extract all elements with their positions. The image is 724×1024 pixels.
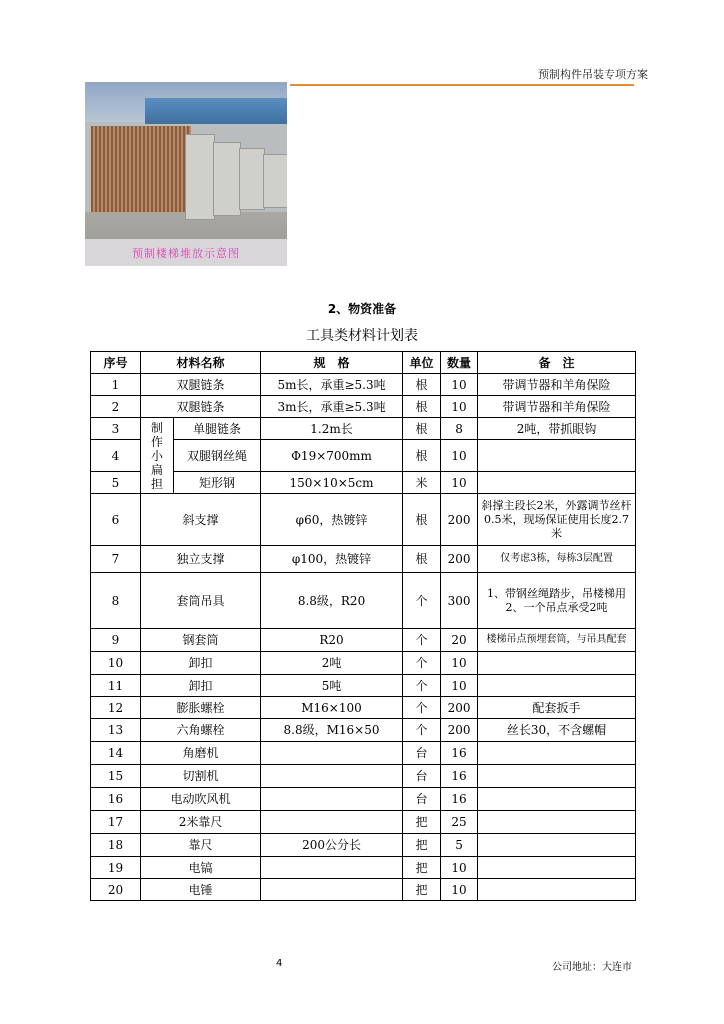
row-note: 2吨，带抓眼钩 <box>478 418 636 440</box>
group-label: 制 作 小 扁 担 <box>141 418 174 494</box>
row-no: 8 <box>91 573 141 629</box>
row-note <box>478 879 636 901</box>
row-qty: 16 <box>441 788 478 811</box>
table-row <box>91 675 636 697</box>
row-spec <box>261 879 403 901</box>
header-no: 序号 <box>91 352 141 374</box>
row-spec: 2吨 <box>261 652 403 675</box>
row-qty: 16 <box>441 742 478 765</box>
table-row <box>91 573 636 629</box>
row-qty: 10 <box>441 879 478 901</box>
header-divider <box>290 84 634 86</box>
row-spec: Φ19×700mm <box>261 440 403 472</box>
row-qty: 10 <box>441 857 478 879</box>
row-no: 15 <box>91 765 141 788</box>
row-note <box>478 440 636 472</box>
photo-stair-panel <box>213 142 241 216</box>
row-name: 六角螺栓 <box>141 719 261 742</box>
row-note <box>478 742 636 765</box>
table-row <box>91 418 636 440</box>
row-spec <box>261 811 403 834</box>
row-name: 双腿钢丝绳 <box>174 440 261 472</box>
row-qty: 10 <box>441 652 478 675</box>
row-unit: 根 <box>403 546 441 573</box>
table-row <box>91 879 636 901</box>
row-note <box>478 857 636 879</box>
row-name: 靠尺 <box>141 834 261 857</box>
row-name: 电镐 <box>141 857 261 879</box>
row-unit: 把 <box>403 811 441 834</box>
table-row <box>91 834 636 857</box>
row-spec: 8.8级，R20 <box>261 573 403 629</box>
row-spec: M16×100 <box>261 697 403 719</box>
table-title: 工具类材料计划表 <box>306 328 418 344</box>
row-no: 13 <box>91 719 141 742</box>
row-no: 4 <box>91 440 141 472</box>
row-unit: 把 <box>403 857 441 879</box>
row-unit: 根 <box>403 494 441 546</box>
row-no: 9 <box>91 629 141 652</box>
row-note <box>478 834 636 857</box>
row-qty: 10 <box>441 374 478 396</box>
table-row <box>91 811 636 834</box>
row-unit: 个 <box>403 675 441 697</box>
table-row <box>91 765 636 788</box>
row-qty: 8 <box>441 418 478 440</box>
row-note: 配套扳手 <box>478 697 636 719</box>
row-no: 2 <box>91 396 141 418</box>
row-spec: φ60，热镀锌 <box>261 494 403 546</box>
row-spec: 150×10×5cm <box>261 472 403 494</box>
row-qty: 5 <box>441 834 478 857</box>
row-spec <box>261 742 403 765</box>
row-unit: 台 <box>403 765 441 788</box>
row-spec: φ100，热镀锌 <box>261 546 403 573</box>
row-no: 10 <box>91 652 141 675</box>
table-row <box>91 494 636 546</box>
row-no: 19 <box>91 857 141 879</box>
table-header-row <box>91 352 636 374</box>
company-address: 公司地址：大连市 <box>552 962 632 973</box>
row-name: 单腿链条 <box>174 418 261 440</box>
row-qty: 200 <box>441 546 478 573</box>
row-spec: 8.8级，M16×50 <box>261 719 403 742</box>
row-spec <box>261 788 403 811</box>
row-unit: 根 <box>403 418 441 440</box>
row-note: 带调节器和羊角保险 <box>478 396 636 418</box>
row-no: 6 <box>91 494 141 546</box>
row-note: 楼梯吊点预埋套筒，与吊具配套 <box>478 629 636 652</box>
header-spec: 规 格 <box>261 352 403 374</box>
row-qty: 16 <box>441 765 478 788</box>
photo-stair-panel <box>263 154 287 208</box>
row-name: 独立支撑 <box>141 546 261 573</box>
row-no: 5 <box>91 472 141 494</box>
row-qty: 20 <box>441 629 478 652</box>
row-name: 电锤 <box>141 879 261 901</box>
row-note: 斜撑主段长2米，外露调节丝杆0.5米，现场保证使用长度2.7米 <box>478 494 636 546</box>
header-title: 预制构件吊装专项方案 <box>538 68 648 81</box>
row-spec: 1.2m长 <box>261 418 403 440</box>
row-note <box>478 788 636 811</box>
row-name: 电动吹风机 <box>141 788 261 811</box>
row-note: 丝长30，不含螺帽 <box>478 719 636 742</box>
page-number: 4 <box>276 958 283 969</box>
header-note: 备 注 <box>478 352 636 374</box>
row-no: 12 <box>91 697 141 719</box>
row-note <box>478 675 636 697</box>
row-no: 11 <box>91 675 141 697</box>
row-name: 钢套筒 <box>141 629 261 652</box>
row-no: 14 <box>91 742 141 765</box>
row-unit: 台 <box>403 742 441 765</box>
table-row <box>91 374 636 396</box>
row-note <box>478 765 636 788</box>
row-spec: 5m长，承重≥5.3吨 <box>261 374 403 396</box>
header-qty: 数量 <box>441 352 478 374</box>
photo-shed <box>145 98 287 124</box>
row-unit: 台 <box>403 788 441 811</box>
table-row <box>91 396 636 418</box>
row-qty: 10 <box>441 675 478 697</box>
row-qty: 10 <box>441 472 478 494</box>
row-unit: 根 <box>403 440 441 472</box>
row-name: 斜支撑 <box>141 494 261 546</box>
table-row <box>91 857 636 879</box>
row-no: 17 <box>91 811 141 834</box>
row-note: 1、带钢丝绳踏步，吊楼梯用2、一个吊点承受2吨 <box>478 573 636 629</box>
row-unit: 米 <box>403 472 441 494</box>
row-unit: 把 <box>403 834 441 857</box>
row-spec <box>261 765 403 788</box>
row-name: 矩形钢 <box>174 472 261 494</box>
row-note: 带调节器和羊角保险 <box>478 374 636 396</box>
row-name: 膨胀螺栓 <box>141 697 261 719</box>
table-row <box>91 742 636 765</box>
row-spec: 3m长，承重≥5.3吨 <box>261 396 403 418</box>
row-note <box>478 811 636 834</box>
table-row <box>91 788 636 811</box>
header-name: 材料名称 <box>141 352 261 374</box>
row-qty: 10 <box>441 440 478 472</box>
row-no: 18 <box>91 834 141 857</box>
row-name: 卸扣 <box>141 652 261 675</box>
row-name: 套筒吊具 <box>141 573 261 629</box>
row-spec: R20 <box>261 629 403 652</box>
row-name: 双腿链条 <box>141 374 261 396</box>
row-qty: 200 <box>441 719 478 742</box>
row-qty: 200 <box>441 494 478 546</box>
row-name: 角磨机 <box>141 742 261 765</box>
row-no: 7 <box>91 546 141 573</box>
row-qty: 25 <box>441 811 478 834</box>
table-row <box>91 719 636 742</box>
row-unit: 个 <box>403 697 441 719</box>
row-note <box>478 472 636 494</box>
table-row <box>91 546 636 573</box>
material-plan-table <box>90 351 636 901</box>
row-qty: 300 <box>441 573 478 629</box>
row-qty: 10 <box>441 396 478 418</box>
row-unit: 个 <box>403 573 441 629</box>
table-row <box>91 652 636 675</box>
row-name: 双腿链条 <box>141 396 261 418</box>
row-unit: 个 <box>403 652 441 675</box>
row-spec: 200公分长 <box>261 834 403 857</box>
row-note <box>478 652 636 675</box>
row-note: 仅考虑3栋，每栋3层配置 <box>478 546 636 573</box>
row-unit: 个 <box>403 629 441 652</box>
row-spec <box>261 857 403 879</box>
table-row <box>91 697 636 719</box>
row-name: 卸扣 <box>141 675 261 697</box>
row-unit: 个 <box>403 719 441 742</box>
photo-stair-panel <box>185 134 215 220</box>
row-no: 20 <box>91 879 141 901</box>
row-no: 3 <box>91 418 141 440</box>
row-name: 2米靠尺 <box>141 811 261 834</box>
table-row <box>91 629 636 652</box>
row-qty: 200 <box>441 697 478 719</box>
stair-storage-photo <box>85 82 287 266</box>
row-unit: 根 <box>403 396 441 418</box>
section-title: 2、物资准备 <box>327 302 397 316</box>
row-no: 1 <box>91 374 141 396</box>
row-no: 16 <box>91 788 141 811</box>
header-unit: 单位 <box>403 352 441 374</box>
row-unit: 把 <box>403 879 441 901</box>
row-name: 切割机 <box>141 765 261 788</box>
photo-stair-panel <box>239 148 265 210</box>
photo-rebar <box>91 126 191 212</box>
photo-caption: 预制楼梯堆放示意图 <box>132 247 240 260</box>
row-spec: 5吨 <box>261 675 403 697</box>
row-unit: 根 <box>403 374 441 396</box>
